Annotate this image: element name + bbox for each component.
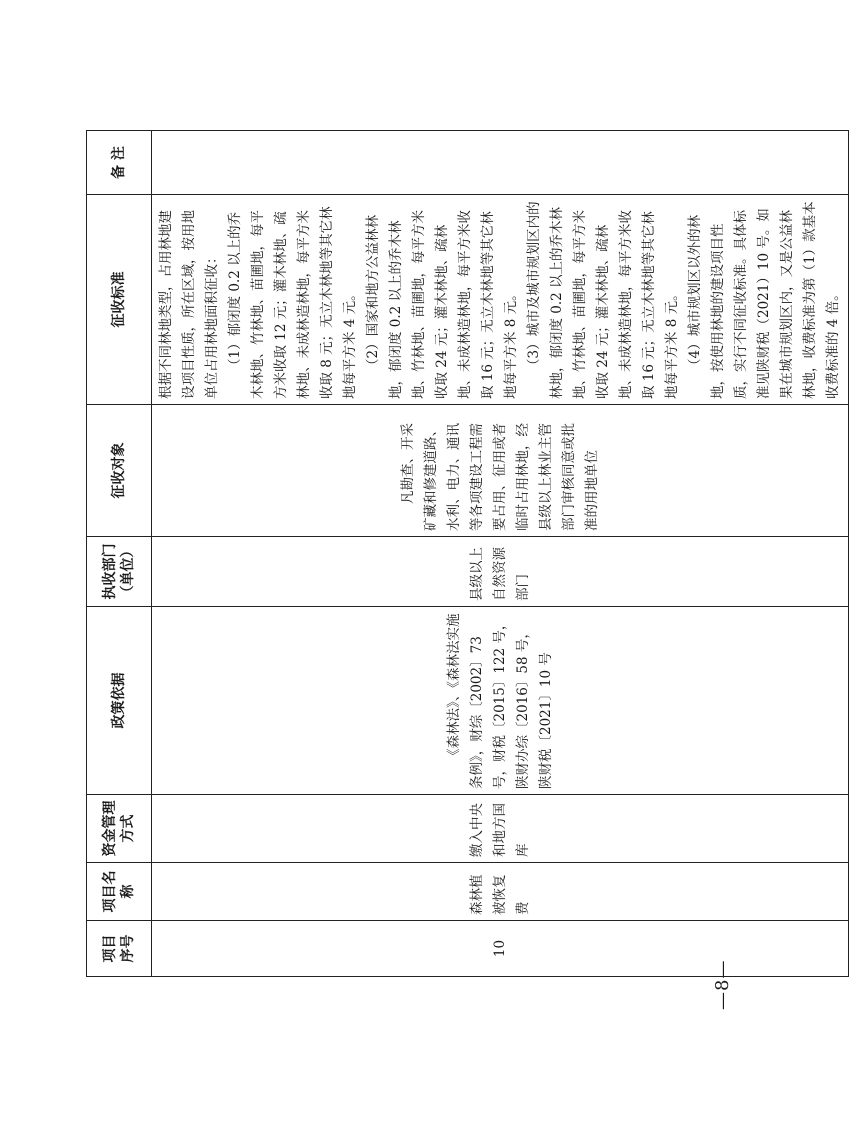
fee-table: [86, 130, 849, 977]
page-number: —8—: [712, 959, 733, 1010]
header-row: [87, 131, 152, 977]
cell-dept: 县级以上自然资源部门: [152, 537, 849, 607]
header-mgmt: 资金管理 方式: [87, 795, 152, 863]
cell-standard: [152, 195, 849, 405]
header-target: 征收对象: [87, 405, 152, 537]
header-remark: 备 注: [87, 131, 152, 195]
standard-para-0: 根据不同林地类型，占用林地建设项目性质，所在区域，按用地单位占用林地面积征收：: [158, 210, 220, 399]
standard-para-1: （1）郁闭度 0.2 以上的乔木林地、竹林地、苗圃地，每平方米收取 12 元；灌木林地、疏林地、未成林造林地，每平方米收取 8 元；无立木林地等其它林地每平方米 4 元。: [227, 206, 358, 399]
header-seq: 项目 序号: [87, 921, 152, 977]
header-name: 项目名称: [87, 863, 152, 921]
standard-para-4: （4）城市规划区以外的林地，按使用林地的建设项目性质，实行不同征收标准。具体标准见陕财税（2021）10 号。如果在城市规划区内，又是公益林林地，收费标准为第（1）款基本收费标准的 4 倍。: [687, 201, 841, 399]
table-row: [152, 131, 849, 977]
cell-name: 森林植被恢复费: [152, 863, 849, 921]
cell-seq: 10: [152, 921, 849, 977]
header-basis: 政策依据: [87, 607, 152, 795]
cell-basis: 《森林法》、《森林法实施条例》，财综〔2002〕73 号，财税〔2015〕122 号，陕财办综〔2016〕58 号，陕财税〔2021〕10 号: [152, 607, 849, 795]
standard-para-2: （2）国家和地方公益林林地，郁闭度 0.2 以上的乔木林地、竹林地、苗圃地，每平方米收取 24 元；灌木林地、疏林地、未成林造林地，每平方米收取 16 元；无立木林地等其它林地每平方米 8 元。: [365, 210, 519, 399]
cell-remark: [152, 131, 849, 195]
cell-mgmt: 缴入中央和地方国库: [152, 795, 849, 863]
standard-para-3: （3）城市及城市规划区内的林地，郁闭度 0.2 以上的乔木林地、竹林地、苗圃地，每平方米收取 24 元；灌木林地、疏林地、未成林造林地，每平方米收取 16 元；无立木林地等其它林地每平方米 8 元。: [526, 201, 680, 399]
rotated-table-container: [86, 131, 841, 977]
cell-target: 凡勘查、开采矿藏和修建道路、水利、电力、通讯等各项建设工程需要占用、征用或者临时占用林地，经县级以上林业主管部门审核同意或批准的用地单位: [152, 405, 849, 537]
header-standard: 征收标准: [87, 195, 152, 405]
header-dept: 执收部门 （单位）: [87, 537, 152, 607]
